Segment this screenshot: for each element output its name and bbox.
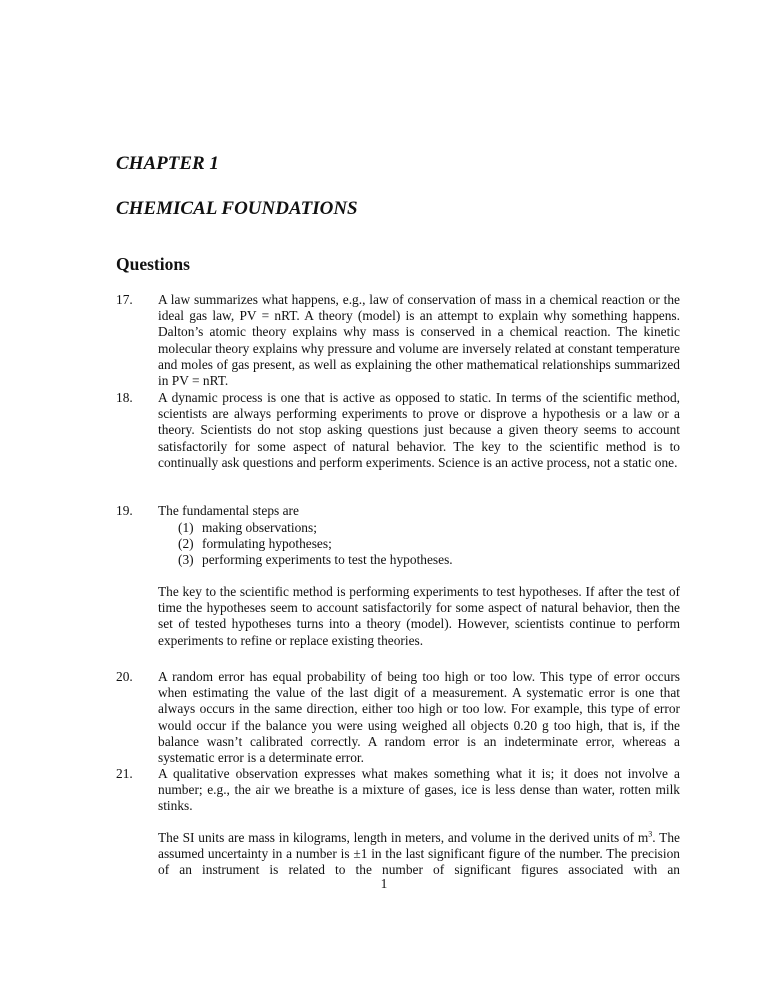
superscript: 3 [648, 829, 653, 839]
question-20 [116, 669, 680, 766]
question-17 [116, 292, 680, 389]
question-number: 21. [116, 766, 133, 781]
chapter-title: CHEMICAL FOUNDATIONS [116, 198, 358, 219]
list-text: performing experiments to test the hypotheses. [202, 552, 453, 568]
question-number: 19. [116, 503, 133, 518]
question-number: 17. [116, 292, 133, 307]
question-text: A dynamic process is one that is active as opposed to static. In terms of the scientific method, scientists are always performing experiments to prove or disprove a hypothesis or a law or a theory. Scientists do not stop asking questions just because a given theory seems to account satisfactorily for some aspect of natural behavior. The key to the scientific method is to continually ask questions and perform experiments. Science is an active process, not a static one. [158, 390, 680, 470]
question-text: The fundamental steps are [158, 503, 299, 518]
section-heading: Questions [116, 254, 190, 274]
chapter-number: CHAPTER 1 [116, 153, 219, 174]
question-number: 20. [116, 669, 133, 684]
question-text: A random error has equal probability of being too high or too low. This type of error occurs when estimating the value of the last digit of a measurement. A systematic error is one that always occurs in the same direction, either too high or too low. For example, this type of error would occur if the balance you were using weighed all objects 0.20 g too high, that is, if the balance wasn’t calibrated correctly. A random error is an indeterminate error, whereas a systematic error is a determinate error. [158, 669, 680, 766]
question-text: A qualitative observation expresses what makes something what it is; it does not involve a number; e.g., the air we breathe is a mixture of gases, ice is less dense than water, rotten milk stinks. [158, 766, 680, 814]
list-text: making observations; [202, 520, 317, 535]
list-item [178, 552, 453, 568]
steps-list [178, 520, 453, 569]
question-19-followup: The key to the scientific method is performing experiments to test hypotheses. If after the test of time the hypotheses seem to account satisfactorily for some aspect of natural behavior, then the set of tested hypotheses turns into a theory (model). However, scientists continue to perform experiments to refine or replace existing theories. [158, 584, 680, 648]
followup-text: . The assumed uncertainty in a number is ±1 in the last significant figure of the number. The precision of an instrument is related to the number of significant figures associated with an [158, 830, 680, 878]
list-item [178, 536, 453, 552]
question-19 [116, 503, 680, 519]
list-text: formulating hypotheses; [202, 536, 332, 552]
page-number: 1 [380, 876, 388, 891]
question-21-followup [158, 830, 680, 879]
question-21 [116, 766, 680, 815]
followup-text: The SI units are mass in kilograms, length in meters, and volume in the derived units of m [158, 830, 649, 845]
list-marker: (2) [178, 536, 194, 552]
list-marker: (1) [178, 520, 194, 535]
list-marker: (3) [178, 552, 194, 568]
list-item [178, 520, 453, 536]
question-number: 18. [116, 390, 133, 405]
question-text: A law summarizes what happens, e.g., law of conservation of mass in a chemical reaction or the ideal gas law, PV = nRT. A theory (model) is an attempt to explain why something happens. Dalton’s atomic theory explains why mass is conserved in a chemical reaction. The kinetic molecular theory explains why pressure and volume are inversely related at constant temperature and moles of gas present, as well as explaining the other mathematical relationships summarized in PV = nRT. [158, 292, 680, 389]
question-18 [116, 390, 680, 471]
